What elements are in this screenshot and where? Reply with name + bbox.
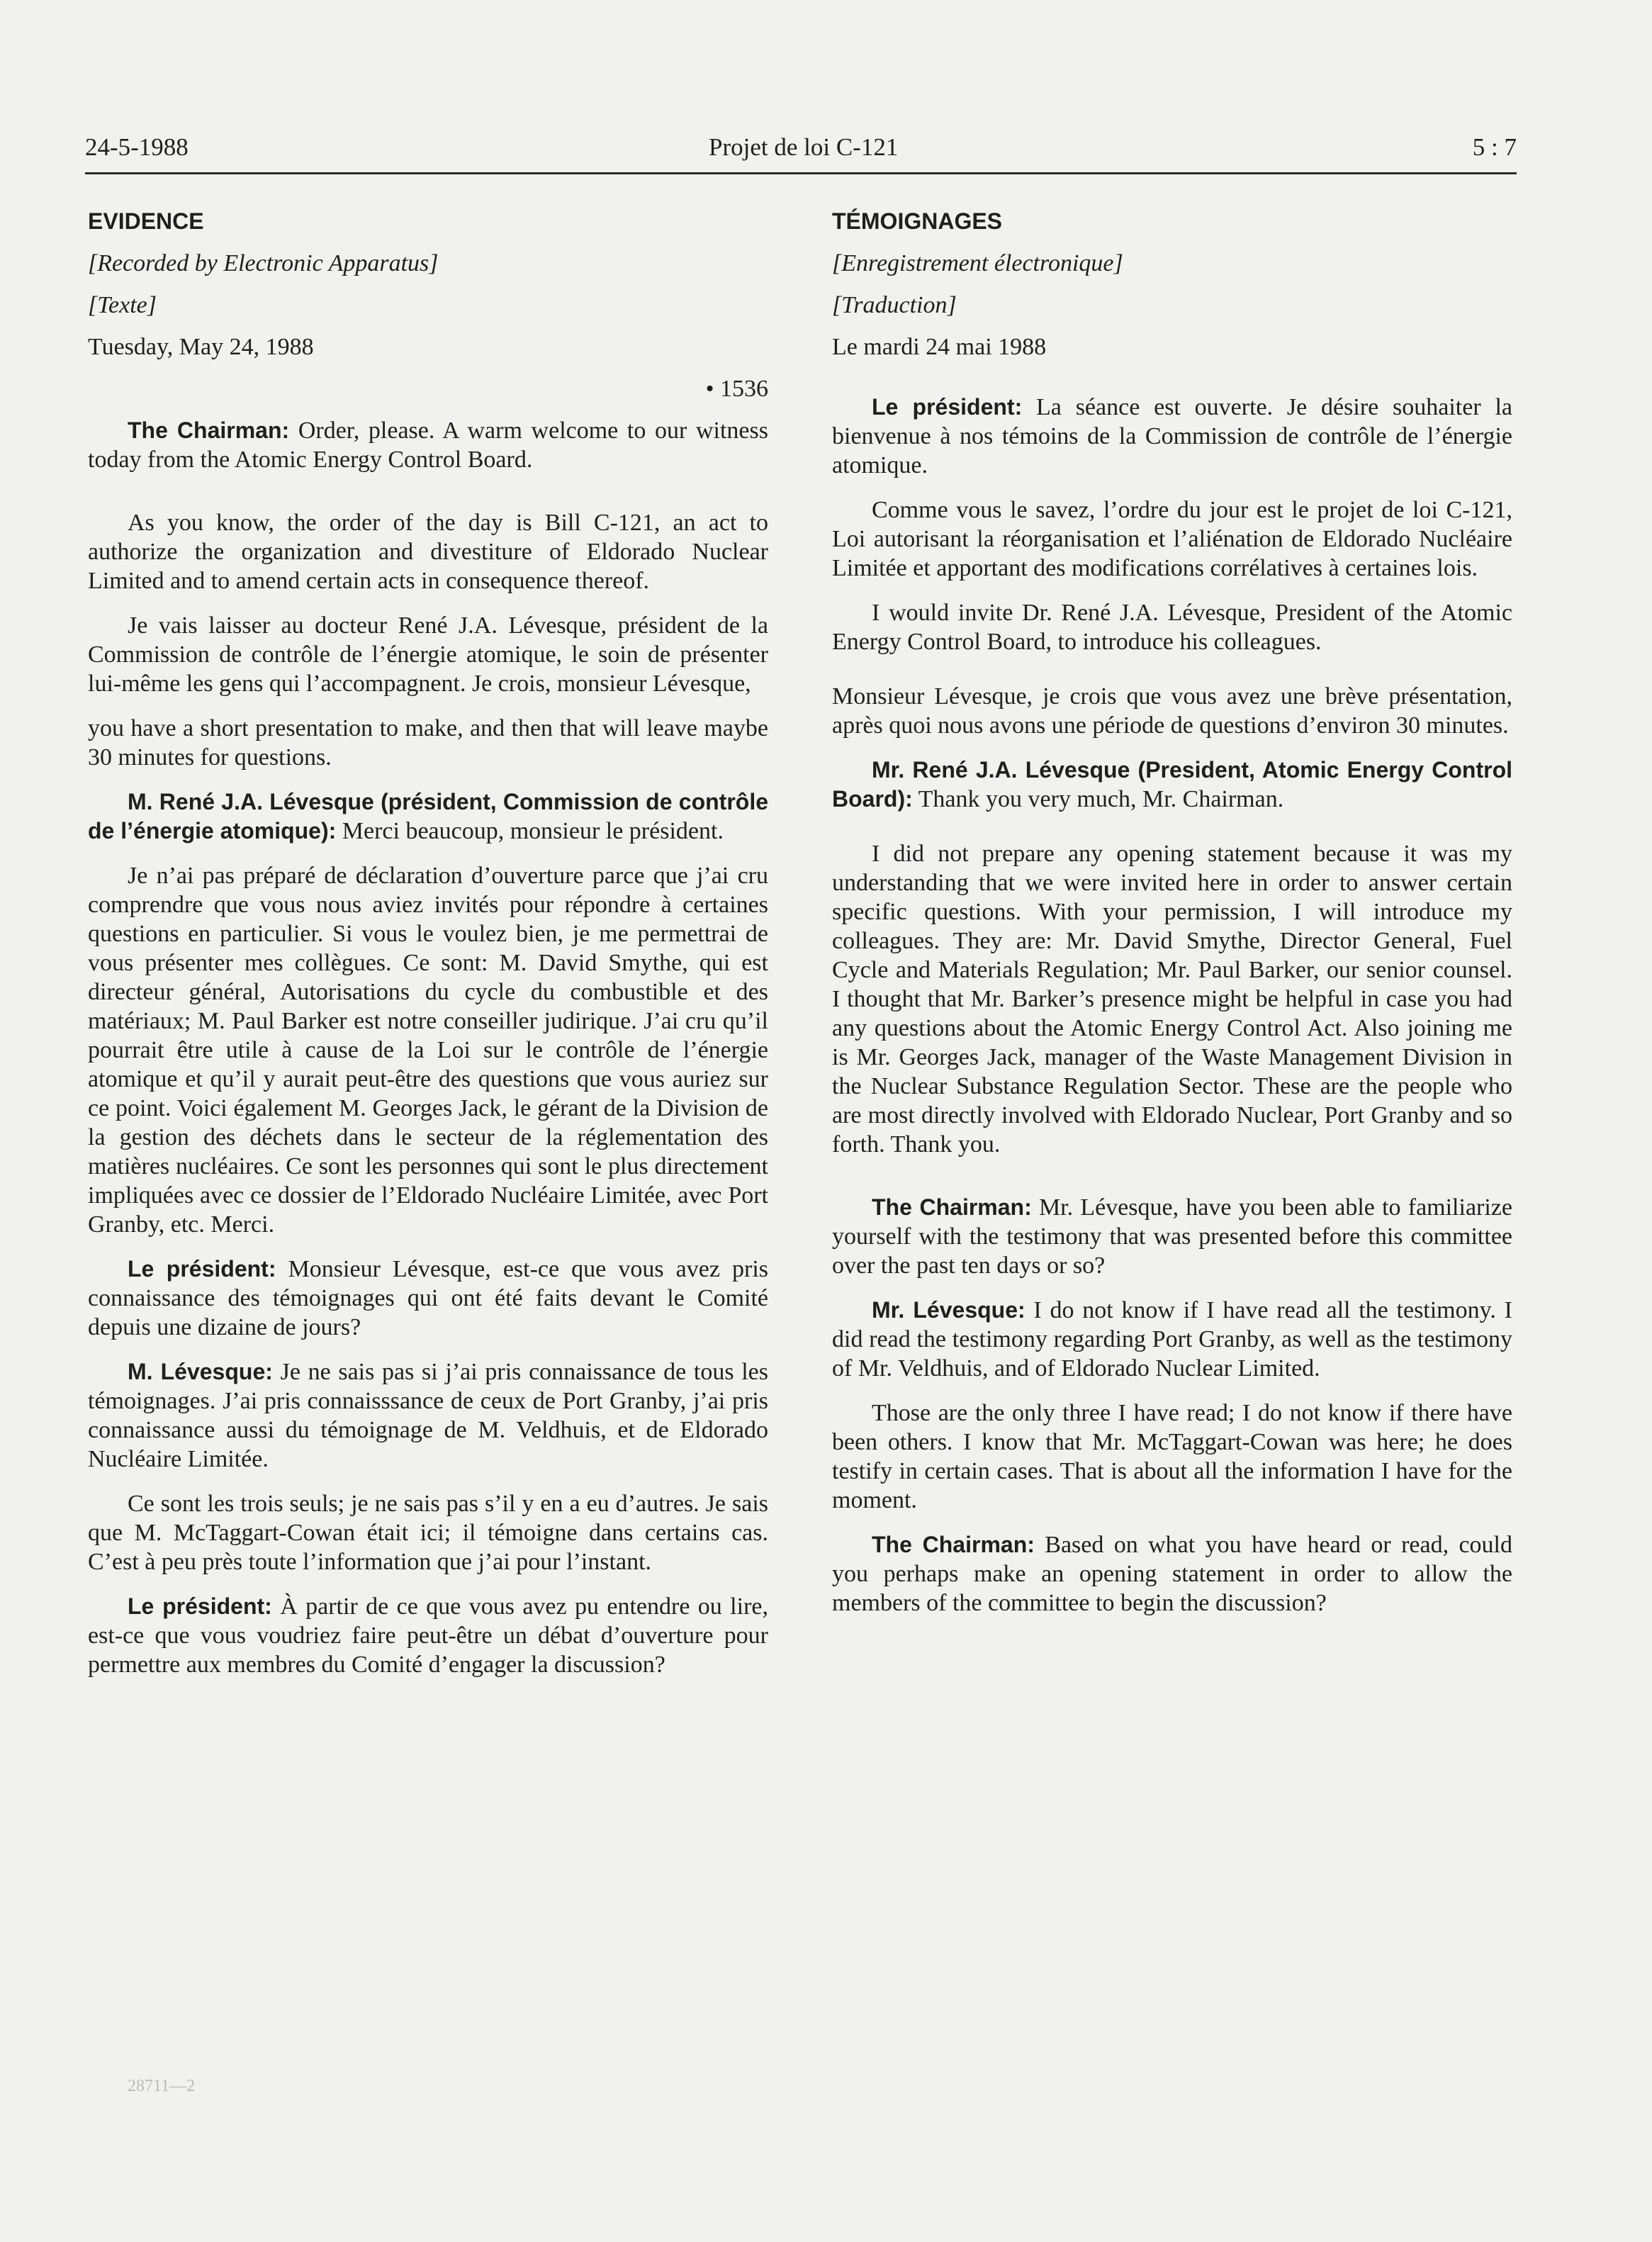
right-paragraph	[832, 756, 1512, 814]
paragraph-text: À partir de ce que vous avez pu entendre ou lire, est-ce que vous voudriez faire peut-être un débat d’ouverture pour permettre aux membres du Comité d’engager la discussion?	[88, 1593, 768, 1678]
speaker-name: The Chairman:	[872, 1194, 1032, 1220]
speaker-name: The Chairman:	[128, 417, 290, 443]
left-paragraph	[88, 1592, 768, 1679]
right-heading: TÉMOIGNAGES	[832, 208, 1003, 234]
left-paragraph	[88, 1255, 768, 1342]
right-language-note: [Traduction]	[832, 292, 957, 318]
paragraph-text: I did not prepare any opening statement because it was my understanding that we were invited here in order to answer certain specific questions. With your permission, I will introduce my colleagues. They are: Mr. David Smythe, Director General, Fuel Cycle and Materials Regulation; Mr. Paul Barker, our senior counsel. I thought that Mr. Barker’s presence might be helpful in case you had any questions about the Atomic Energy Control Act. Also joining me is Mr. Georges Jack, manager of the Waste Management Division in the Nuclear Substance Regulation Sector. These are the people who are most directly involved with Eldorado Nuclear, Port Granby and so forth. Thank you.	[832, 841, 1512, 1158]
right-paragraph	[832, 598, 1512, 656]
paragraph-text: Monsieur Lévesque, est-ce que vous avez pris connaissance des témoignages qui ont été faits devant le Comité depuis une dizaine de jours?	[88, 1256, 768, 1340]
left-paragraph	[88, 508, 768, 595]
speaker-name: Le président:	[128, 1256, 276, 1282]
paragraph-text: Ce sont les trois seuls; je ne sais pas s’il y en a eu d’autres. Je sais que M. McTaggart-Cowan était ici; il témoigne dans certains cas. C’est à peu près toute l’information que j’ai pour l’instant.	[88, 1491, 768, 1575]
paragraph-text: Je ne sais pas si j’ai pris connaissance de tous les témoignages. J’ai pris connaisssance de ceux de Port Granby, j’ai pris connaissance aussi du témoignage de M. Veldhuis, et de Eldorado Nucléaire Limitée.	[88, 1359, 769, 1472]
paragraph-text: Mr. Lévesque, have you been able to familiarize yourself with the testimony that was presented before this committee over the past ten days or so?	[832, 1194, 1512, 1279]
right-paragraph	[832, 495, 1512, 583]
left-paragraph	[88, 787, 768, 846]
paragraph-text: Thank you very much, Mr. Chairman.	[912, 786, 1284, 812]
left-paragraph	[88, 1357, 768, 1474]
paragraph-text: As you know, the order of the day is Bill C-121, an act to authorize the organization and divestiture of Eldorado Nuclear Limited and to amend certain acts in consequence thereof.	[88, 510, 768, 594]
paragraph-text: I do not know if I have read all the testimony. I did read the testimony regarding Port Granby, as well as the testimony of Mr. Veldhuis, and of Eldorado Nuclear Limited.	[832, 1297, 1512, 1381]
right-column	[832, 207, 1512, 1633]
speaker-name: M. Lévesque:	[128, 1359, 273, 1384]
left-recorded-note: [Recorded by Electronic Apparatus]	[88, 250, 439, 276]
right-date: Le mardi 24 mai 1988	[832, 334, 1047, 360]
paragraph-text: Comme vous le savez, l’ordre du jour est le projet de loi C-121, Loi autorisant la réorganisation et l’aliénation de Eldorado Nucléaire Limitée et apportant des modifications corrélatives à certaines lois.	[832, 497, 1512, 581]
paragraph-text: Je n’ai pas préparé de déclaration d’ouverture parce que j’ai cru comprendre que vous nous aviez invités pour répondre à certaines questions en particulier. Si vous le voulez bien, je me permettrai de vous présenter mes collègues. Ce sont: M. David Smythe, qui est directeur général, Autorisations du cycle du combustible et des matériaux; M. Paul Barker est notre conseiller judirique. J’ai cru qu’il pourrait être utile à cause de la Loi sur le contrôle de l’énergie atomique et qu’il y aurait peut-être des questions que vous auriez sur ce point. Voici également M. Georges Jack, le gérant de la Division de la gestion des déchets dans le secteur de la réglementation des matières nucléaires. Ce sont les personnes qui sont le plus directement impliquées avec ce dossier de l’Eldorado Nucléaire Limitée, avec Port Granby, etc. Merci.	[88, 863, 768, 1238]
right-paragraph	[832, 1530, 1512, 1618]
header-rule	[85, 172, 1517, 174]
left-date: Tuesday, May 24, 1988	[88, 334, 314, 360]
left-column	[88, 207, 768, 1695]
header-date: 24-5-1988	[85, 133, 189, 161]
speaker-name: Le président:	[128, 1593, 272, 1619]
right-paragraph	[832, 393, 1512, 480]
header-page-number: 5 : 7	[1472, 133, 1517, 161]
left-paragraph	[88, 861, 768, 1239]
paragraph-text: La séance est ouverte. Je désire souhaiter la bienvenue à nos témoins de la Commission de contrôle de l’énergie atomique.	[832, 394, 1513, 478]
left-timestamp: • 1536	[705, 376, 768, 402]
right-recorded-note: [Enregistrement électronique]	[832, 250, 1123, 276]
right-paragraph	[832, 1399, 1512, 1515]
paragraph-text: Those are the only three I have read; I do not know if there have been others. I know that Mr. McTaggart-Cowan was here; he does testify in certain cases. That is about all the information I have for the moment.	[832, 1400, 1512, 1513]
paragraph-text: Monsieur Lévesque, je crois que vous avez une brève présentation, après quoi nous avons une période de questions d’environ 30 minutes.	[832, 683, 1512, 739]
speaker-name: The Chairman:	[872, 1532, 1035, 1557]
speaker-name: M. René J.A. Lévesque (président, Commission de contrôle de l’énergie atomique):	[88, 789, 768, 843]
left-paragraph	[88, 416, 768, 474]
footer-printer-mark: 28711—2	[128, 2077, 196, 2095]
paragraph-text: you have a short presentation to make, and then that will leave maybe 30 minutes for questions.	[88, 715, 768, 770]
paragraph-text: Merci beaucoup, monsieur le président.	[336, 818, 724, 844]
right-paragraph	[832, 1193, 1512, 1280]
right-paragraph	[832, 682, 1512, 740]
right-paragraph	[832, 1296, 1512, 1383]
running-header	[85, 133, 1517, 176]
header-title: Projet de loi C-121	[709, 133, 899, 161]
left-language-note: [Texte]	[88, 292, 157, 318]
left-paragraph	[88, 611, 768, 698]
paragraph-text: I would invite Dr. René J.A. Lévesque, President of the Atomic Energy Control Board, to introduce his colleagues.	[832, 600, 1512, 655]
paragraph-text: Based on what you have heard or read, could you perhaps make an opening statement in order to allow the members of the committee to begin the discussion?	[832, 1532, 1512, 1616]
speaker-name: Mr. Lévesque:	[872, 1297, 1026, 1323]
speaker-name: Mr. René J.A. Lévesque (President, Atomic Energy Control Board):	[832, 757, 1512, 812]
left-heading: EVIDENCE	[88, 208, 204, 234]
left-paragraph	[88, 714, 768, 772]
speaker-name: Le président:	[872, 394, 1023, 420]
paragraph-text: Order, please. A warm welcome to our witness today from the Atomic Energy Control Board.	[88, 417, 768, 473]
left-paragraph	[88, 1489, 768, 1576]
paragraph-text: Je vais laisser au docteur René J.A. Lévesque, président de la Commission de contrôle de l’énergie atomique, le soin de présenter lui-même les gens qui l’accompagnent. Je crois, monsieur Lévesque,	[88, 612, 768, 697]
right-paragraph	[832, 839, 1512, 1159]
